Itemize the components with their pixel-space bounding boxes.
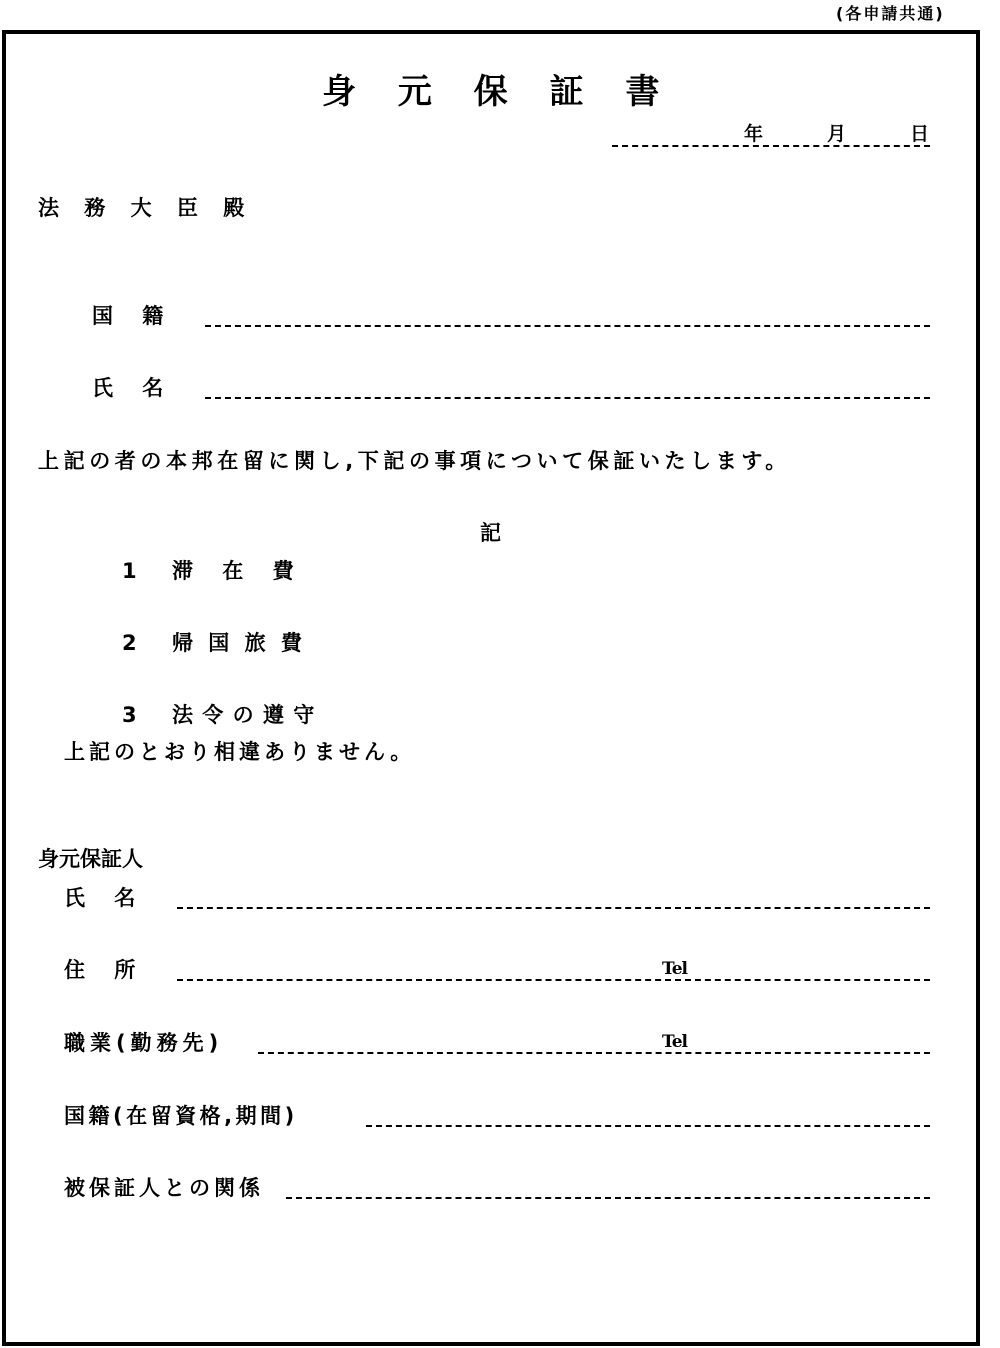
guarantor-nationality-field[interactable] [366,1125,930,1127]
guarantor-address-field[interactable] [177,979,930,981]
item-text: 帰 国 旅 費 [172,631,302,655]
guarantor-occupation-field[interactable] [258,1052,930,1054]
occupation-tel-label: Tel [662,1032,687,1052]
confirmation-statement: 上記のとおり相違ありません。 [64,740,416,764]
guarantor-name-label: 氏 名 [64,886,136,910]
item-number: 3 [122,703,137,727]
guarantor-occupation-label: 職業(勤務先) [64,1031,224,1055]
item-text: 滞 在 費 [172,559,294,583]
date-day-label: 日 [910,123,930,145]
address-tel-label: Tel [662,959,687,979]
date-line [612,145,930,147]
guarantor-relation-field[interactable] [286,1197,930,1199]
date-month-label: 月 [827,123,847,145]
guarantor-nationality-label: 国籍(在留資格,期間) [64,1104,298,1128]
guarantor-relation-label: 被保証人との関係 [64,1176,264,1200]
guarantor-heading: 身元保証人 [38,847,143,871]
item-number: 1 [122,559,137,583]
item-number: 2 [122,631,137,655]
item-text: 法 令 の 遵 守 [172,703,315,727]
subject-name-label: 氏 名 [92,376,164,400]
subject-nationality-label: 国 籍 [92,304,164,328]
form-frame [2,30,980,1346]
addressee: 法 務 大 臣 殿 [38,196,251,220]
date-year-label: 年 [744,123,764,145]
page-title: 身 元 保 証 書 [322,72,670,112]
guarantee-statement: 上記の者の本邦在留に関し,下記の事項について保証いたします。 [38,449,791,473]
header-note: (各申請共通) [836,4,945,23]
guarantor-name-field[interactable] [177,907,930,909]
ki-heading: 記 [480,521,501,545]
subject-nationality-field[interactable] [205,325,930,327]
guarantor-address-label: 住 所 [64,958,136,982]
subject-name-field[interactable] [205,397,930,399]
